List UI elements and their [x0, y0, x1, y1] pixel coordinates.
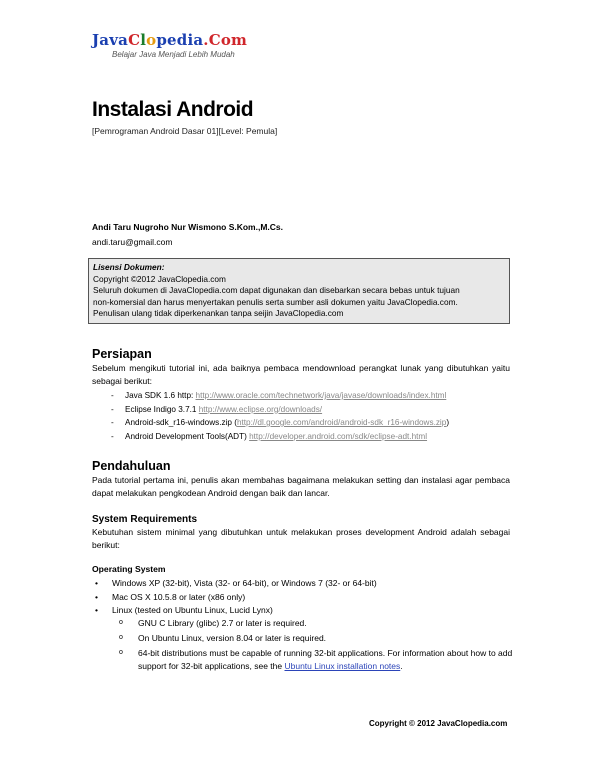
os-list [95, 577, 377, 618]
section-heading-persiapan: Persiapan [92, 347, 152, 361]
list-item: • Linux (tested on Ubuntu Linux, Lucid Lynx) [95, 604, 377, 618]
page-footer: Copyright © 2012 JavaClopedia.com [369, 719, 508, 728]
license-line: Seluruh dokumen di JavaClopedia.com dapat digunakan dan disebarkan secara bebas untuk tujuan [93, 285, 460, 295]
list-item: • Mac OS X 10.5.8 or later (x86 only) [95, 591, 377, 605]
author-email: andi.taru@gmail.com [92, 237, 173, 247]
document-subtitle: [Pemrograman Android Dasar 01][Level: Pemula] [92, 126, 278, 136]
logo-tagline: Belajar Java Menjadi Lebih Mudah [112, 50, 235, 59]
download-link[interactable]: http://developer.android.com/sdk/eclipse-adt.html [249, 431, 428, 441]
list-item: o GNU C Library (glibc) 2.7 or later is required. [119, 617, 519, 630]
license-line: non-komersial dan harus menyertakan penulis serta sumber asli dokumen yaitu JavaClopedia.com. [93, 296, 458, 307]
list-item: o On Ubuntu Linux, version 8.04 or later is required. [119, 632, 519, 645]
list-item: o 64-bit distributions must be capable of running 32-bit applications. For information about how to add support for 32-bit applications, see the Ubuntu Linux installation notes. [119, 647, 519, 673]
section-heading-system-requirements: System Requirements [92, 514, 198, 525]
system-requirements-text: Kebutuhan sistem minimal yang dibutuhkan untuk melakukan proses development Android adalah sebagai berikut: [92, 527, 510, 550]
license-box [88, 258, 510, 324]
list-item: • Windows XP (32-bit), Vista (32- or 64-bit), or Windows 7 (32- or 64-bit) [95, 577, 377, 591]
download-link[interactable]: http://www.eclipse.org/downloads/ [198, 404, 323, 414]
site-logo: JavaClopedia.Com [92, 31, 248, 49]
linux-requirements-list [119, 617, 519, 673]
author-name: Andi Taru Nugroho Nur Wismono S.Kom.,M.Cs. [92, 222, 284, 232]
pendahuluan-text: Pada tutorial pertama ini, penulis akan membahas bagaimana melakukan setting dan instalasi agar pembaca dapat melakukan pengkodean Android dengan baik dan lancar. [92, 475, 510, 498]
persiapan-intro: Sebelum mengikuti tutorial ini, ada baiknya pembaca mendownload perangkat lunak yang dibutuhkan yaitu sebagai berikut: [92, 363, 510, 386]
download-link[interactable]: http://www.oracle.com/technetwork/java/javase/downloads/index.html [195, 391, 447, 400]
license-heading: Lisensi Dokumen: [93, 262, 165, 272]
license-line: Penulisan ulang tidak diperkenankan tanpa seijin JavaClopedia.com [93, 308, 344, 318]
list-item: - Android Development Tools(ADT) http://developer.android.com/sdk/eclipse-adt.html [111, 430, 449, 444]
download-link[interactable]: http://dl.google.com/android/android-sdk_r16-windows.zip [236, 418, 447, 427]
subheading-operating-system: Operating System [92, 564, 166, 574]
list-item: - Java SDK 1.6 http: http://www.oracle.com/technetwork/java/javase/downloads/index.html [111, 389, 449, 403]
list-item: - Eclipse Indigo 3.7.1 http://www.eclipse.org/downloads/ [111, 403, 449, 417]
list-item: - Android-sdk_r16-windows.zip (http://dl.google.com/android/android-sdk_r16-windows.zip) [111, 416, 449, 430]
ubuntu-install-notes-link[interactable]: Ubuntu Linux installation notes [284, 661, 401, 671]
download-list [111, 389, 449, 443]
license-line: Copyright ©2012 JavaClopedia.com [93, 273, 226, 284]
document-title: Instalasi Android [92, 98, 254, 121]
section-heading-pendahuluan: Pendahuluan [92, 459, 171, 473]
